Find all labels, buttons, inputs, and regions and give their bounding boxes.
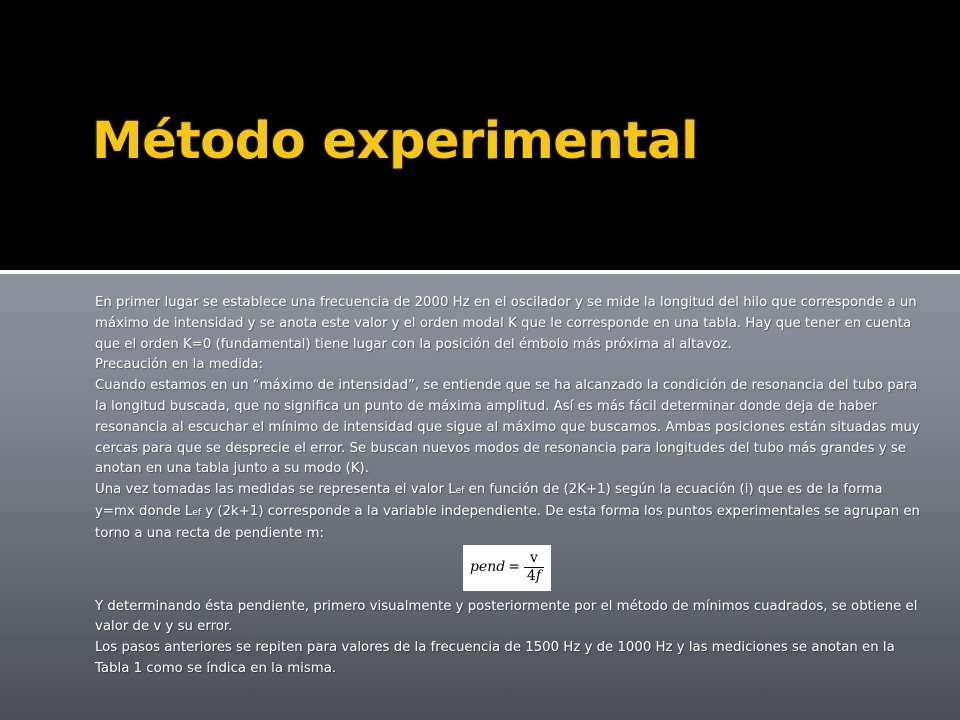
paragraph-slope: Y determinando ésta pendiente, primero visualmente y posteriormente por el método de mínimos cuadrados, se obtiene el valor de v y su error. xyxy=(95,598,918,635)
paragraph-precaution-heading: Precaución en la medida: xyxy=(95,357,264,373)
paragraph-precaution: Cuando estamos en un “máximo de intensidad”, se entiende que se ha alcanzado la condición de resonancia del tubo para la longitud buscada, que no significa un punto de máxima amplitud. Así es más fácil determinar donde deja de haber resonancia al escuchar el mínimo de intensidad que sigue al máximo que buscamos. Ambas posiciones están situadas muy cercas para que se desprecie el error. Se buscan nuevos modos de resonancia para longitudes del tubo más grandes y se anotan en una tabla junto a su modo (K). xyxy=(95,378,920,477)
formula-den-number: 4 xyxy=(526,568,536,585)
formula-den-variable: f xyxy=(535,568,542,585)
rep-text-c: y (2k+1) corresponde a la variable independiente. De esta forma los puntos experimentales se agrupan en torno a una recta de pendiente m: xyxy=(95,503,920,541)
slide-header xyxy=(0,0,960,270)
body-text xyxy=(95,293,920,680)
rep-subscript-2: ef xyxy=(192,507,202,518)
rep-subscript-1: ef xyxy=(455,486,465,497)
slope-formula xyxy=(463,545,551,591)
rep-text-b: en función de (2K+1) según la ecuación (i) que es de la forma y=mx donde L xyxy=(95,482,883,519)
formula-lhs: pend xyxy=(469,559,506,576)
formula-row xyxy=(95,545,920,597)
paragraph-repeat: Los pasos anteriores se repiten para valores de la frecuencia de 1500 Hz y de 1000 Hz y las mediciones se anotan en la Tabla 1 como se índica en la misma. xyxy=(95,640,895,676)
formula-equals: = xyxy=(508,559,520,576)
formula-numerator: v xyxy=(530,550,538,567)
slide-title: Método experimental xyxy=(92,112,699,171)
paragraph-intro: En primer lugar se establece una frecuencia de 2000 Hz en el oscilador y se mide la longitud del hilo que corresponde a un máximo de intensidad y se anota este valor y el orden modal K que le corresponde en una tabla. Hay que tener en cuenta que el orden K=0 (fundamental) tiene lugar con la posición del émbolo más próxima al altavoz. xyxy=(95,295,917,352)
rep-text-a: Una vez tomadas las medidas se representa el valor L xyxy=(95,482,456,498)
slide-content xyxy=(0,274,960,720)
formula-denominator xyxy=(524,567,544,585)
paragraph-representation xyxy=(95,480,920,544)
formula-fraction xyxy=(524,550,544,585)
